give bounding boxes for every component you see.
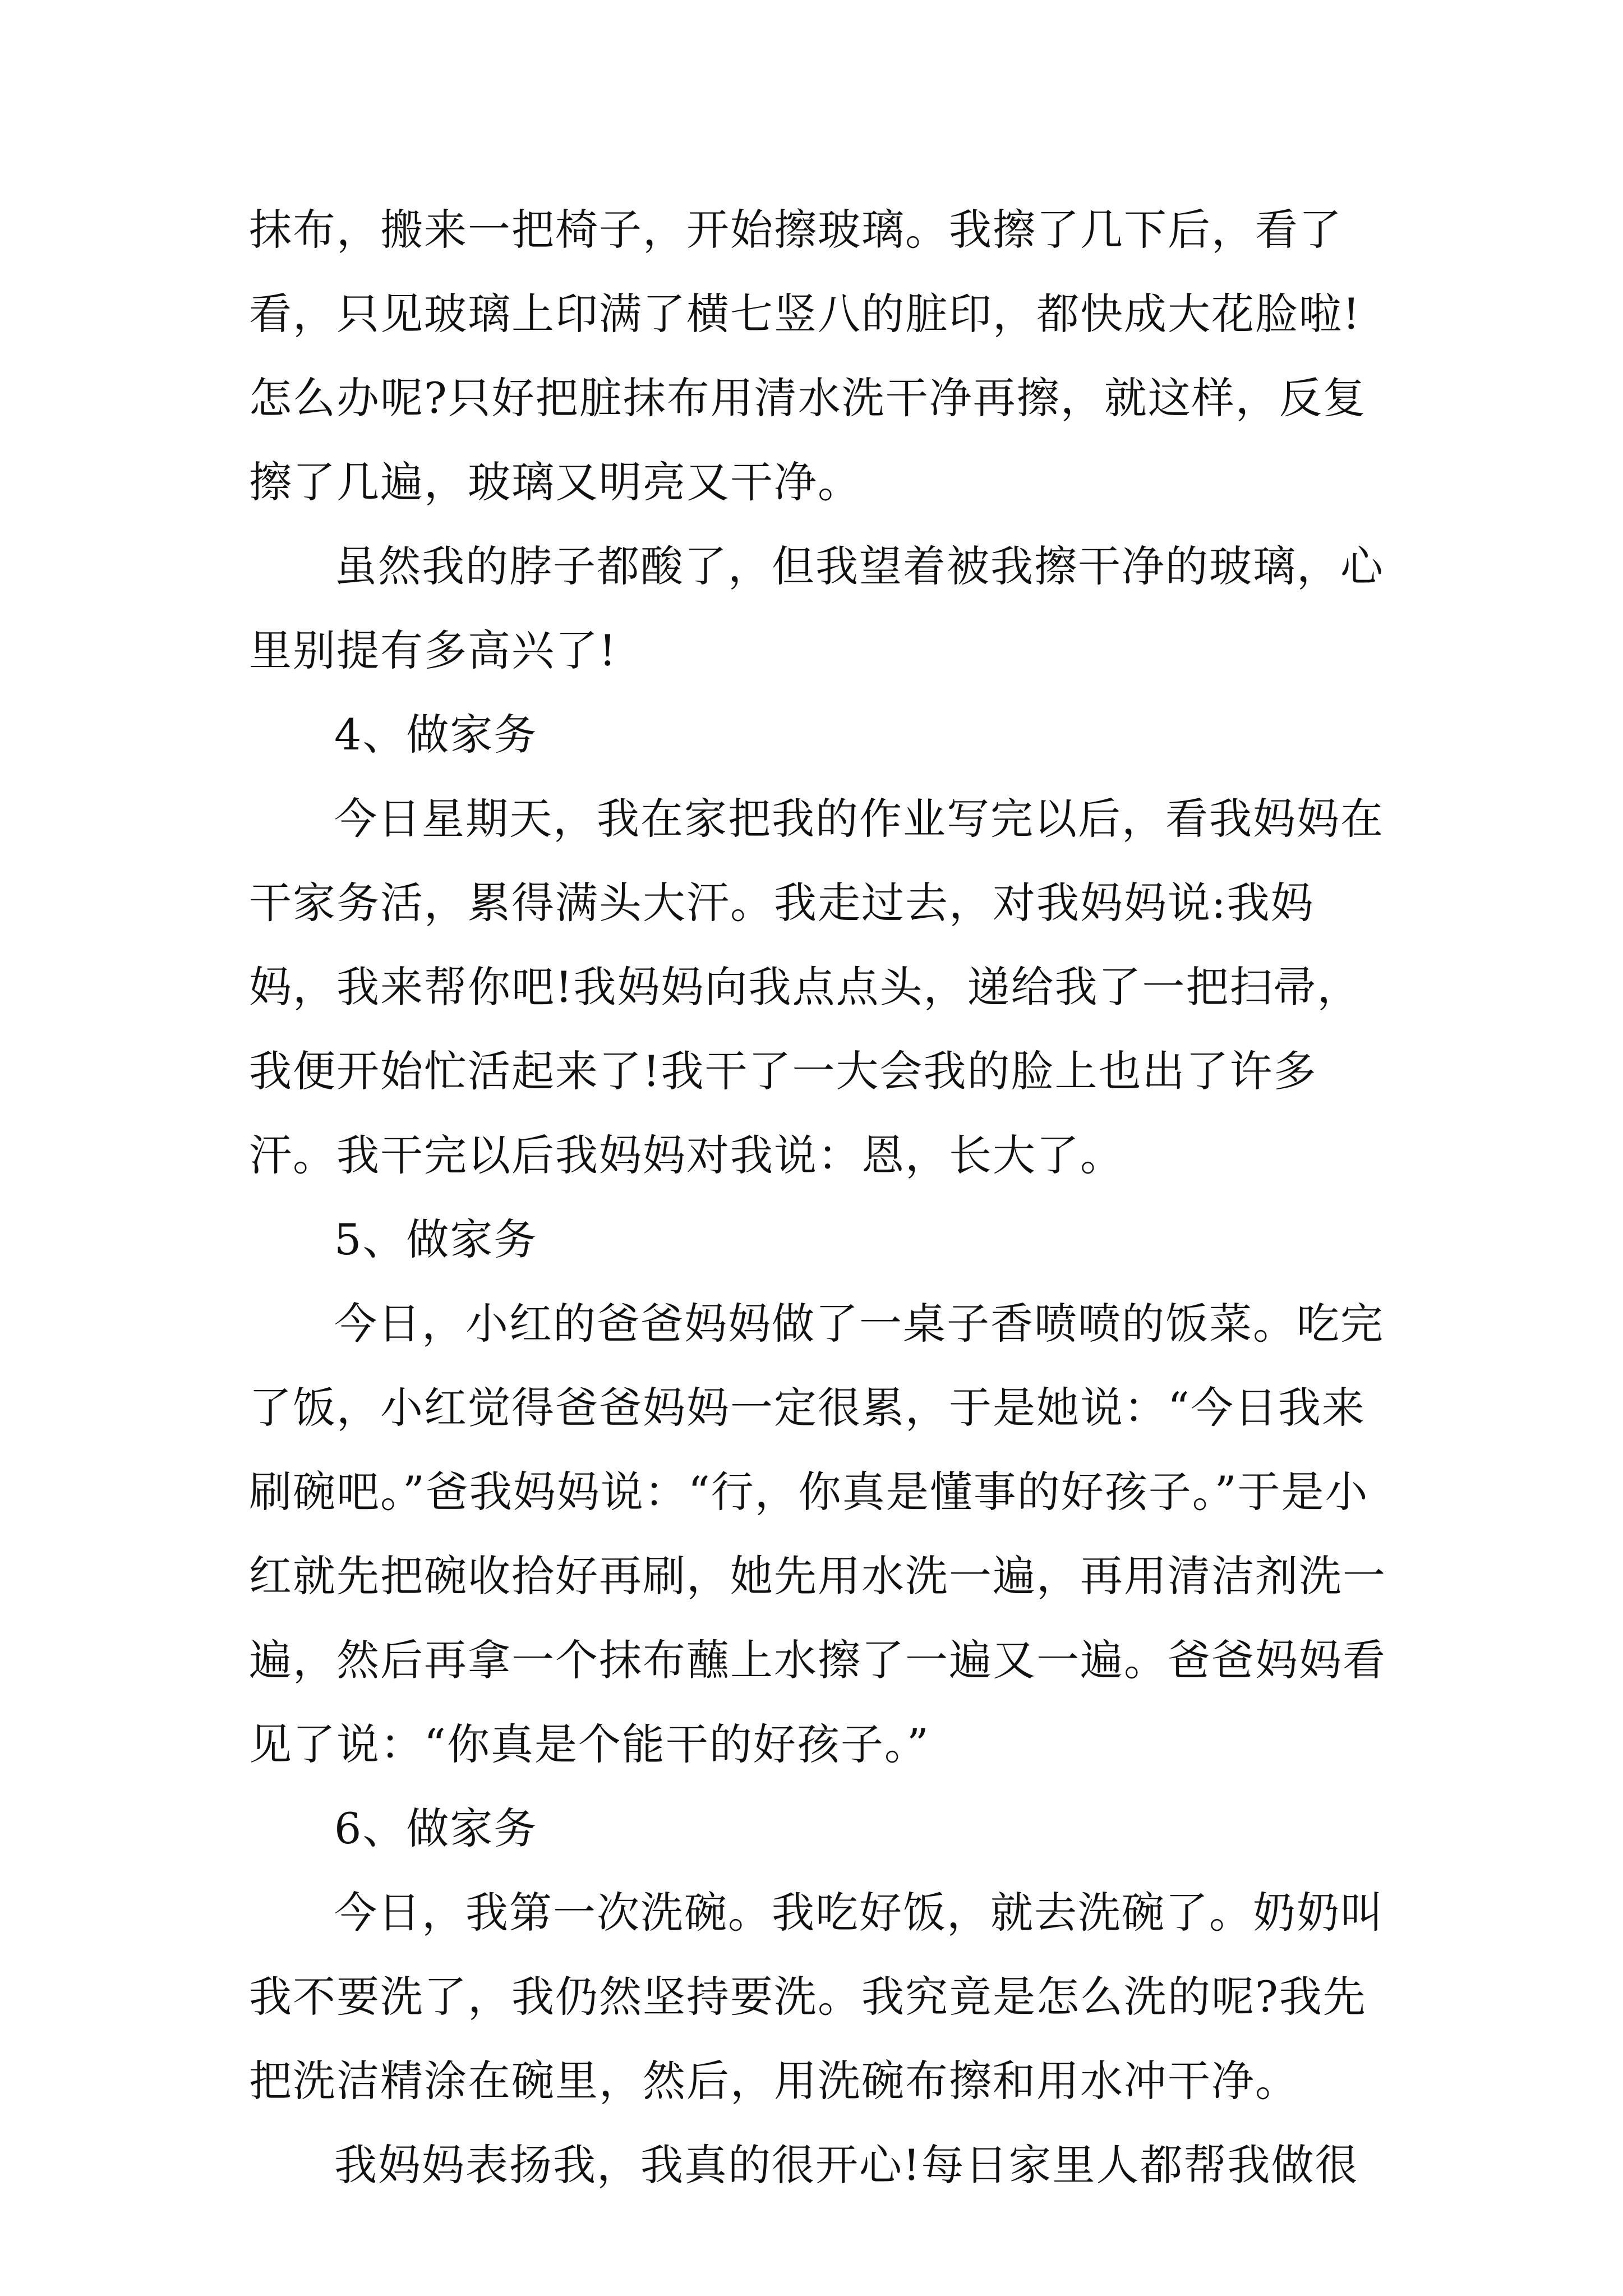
paragraph: 今日，小红的爸爸妈妈做了一桌子香喷喷的饭菜。吃完了饭，小红觉得爸爸妈妈一定很累，于是她说：“今日我来刷碗吧。”爸我妈妈说：“行，你真是懂事的好孩子。”于是小红就先把碗收拾好再刷，她先用水洗一遍，再用清洁剂洗一遍，然后再拿一个抹布蘸上水擦了一遍又一遍。爸爸妈妈看见了说：“你真是个能干的好孩子。” xyxy=(249,1299,1386,1769)
paragraph: 虽然我的脖子都酸了，但我望着被我擦干净的玻璃，心里别提有多高兴了! xyxy=(249,541,1384,675)
section-heading: 4、做家务 xyxy=(334,710,538,760)
section-heading: 6、做家务 xyxy=(334,1803,538,1853)
paragraph: 今日，我第一次洗碗。我吃好饭，就去洗碗了。奶奶叫我不要洗了，我仍然坚持要洗。我究竟是怎么洗的呢?我先把洗洁精涂在碗里，然后，用洗碗布擦和用水冲干净。 xyxy=(249,1888,1384,2106)
paragraph: 今日星期天，我在家把我的作业写完以后，看我妈妈在干家务活，累得满头大汗。我走过去，对我妈妈说:我妈妈，我来帮你吧!我妈妈向我点点头，递给我了一把扫帚，我便开始忙活起来了!我干了一大会我的脸上也出了许多汗。我干完以后我妈妈对我说：恩，长大了。 xyxy=(249,794,1384,1180)
paragraph: 抹布，搬来一把椅子，开始擦玻璃。我擦了几下后，看了看，只见玻璃上印满了横七竖八的脏印，都快成大花脸啦!怎么办呢?只好把脏抹布用清水洗干净再擦，就这样，反复擦了几遍，玻璃又明亮又干净。 xyxy=(249,205,1367,507)
paragraph: 我妈妈表扬我，我真的很开心!每日家里人都帮我做很 xyxy=(334,2140,1359,2190)
document-body xyxy=(249,188,1387,2207)
section-heading: 5、做家务 xyxy=(334,1214,538,1264)
